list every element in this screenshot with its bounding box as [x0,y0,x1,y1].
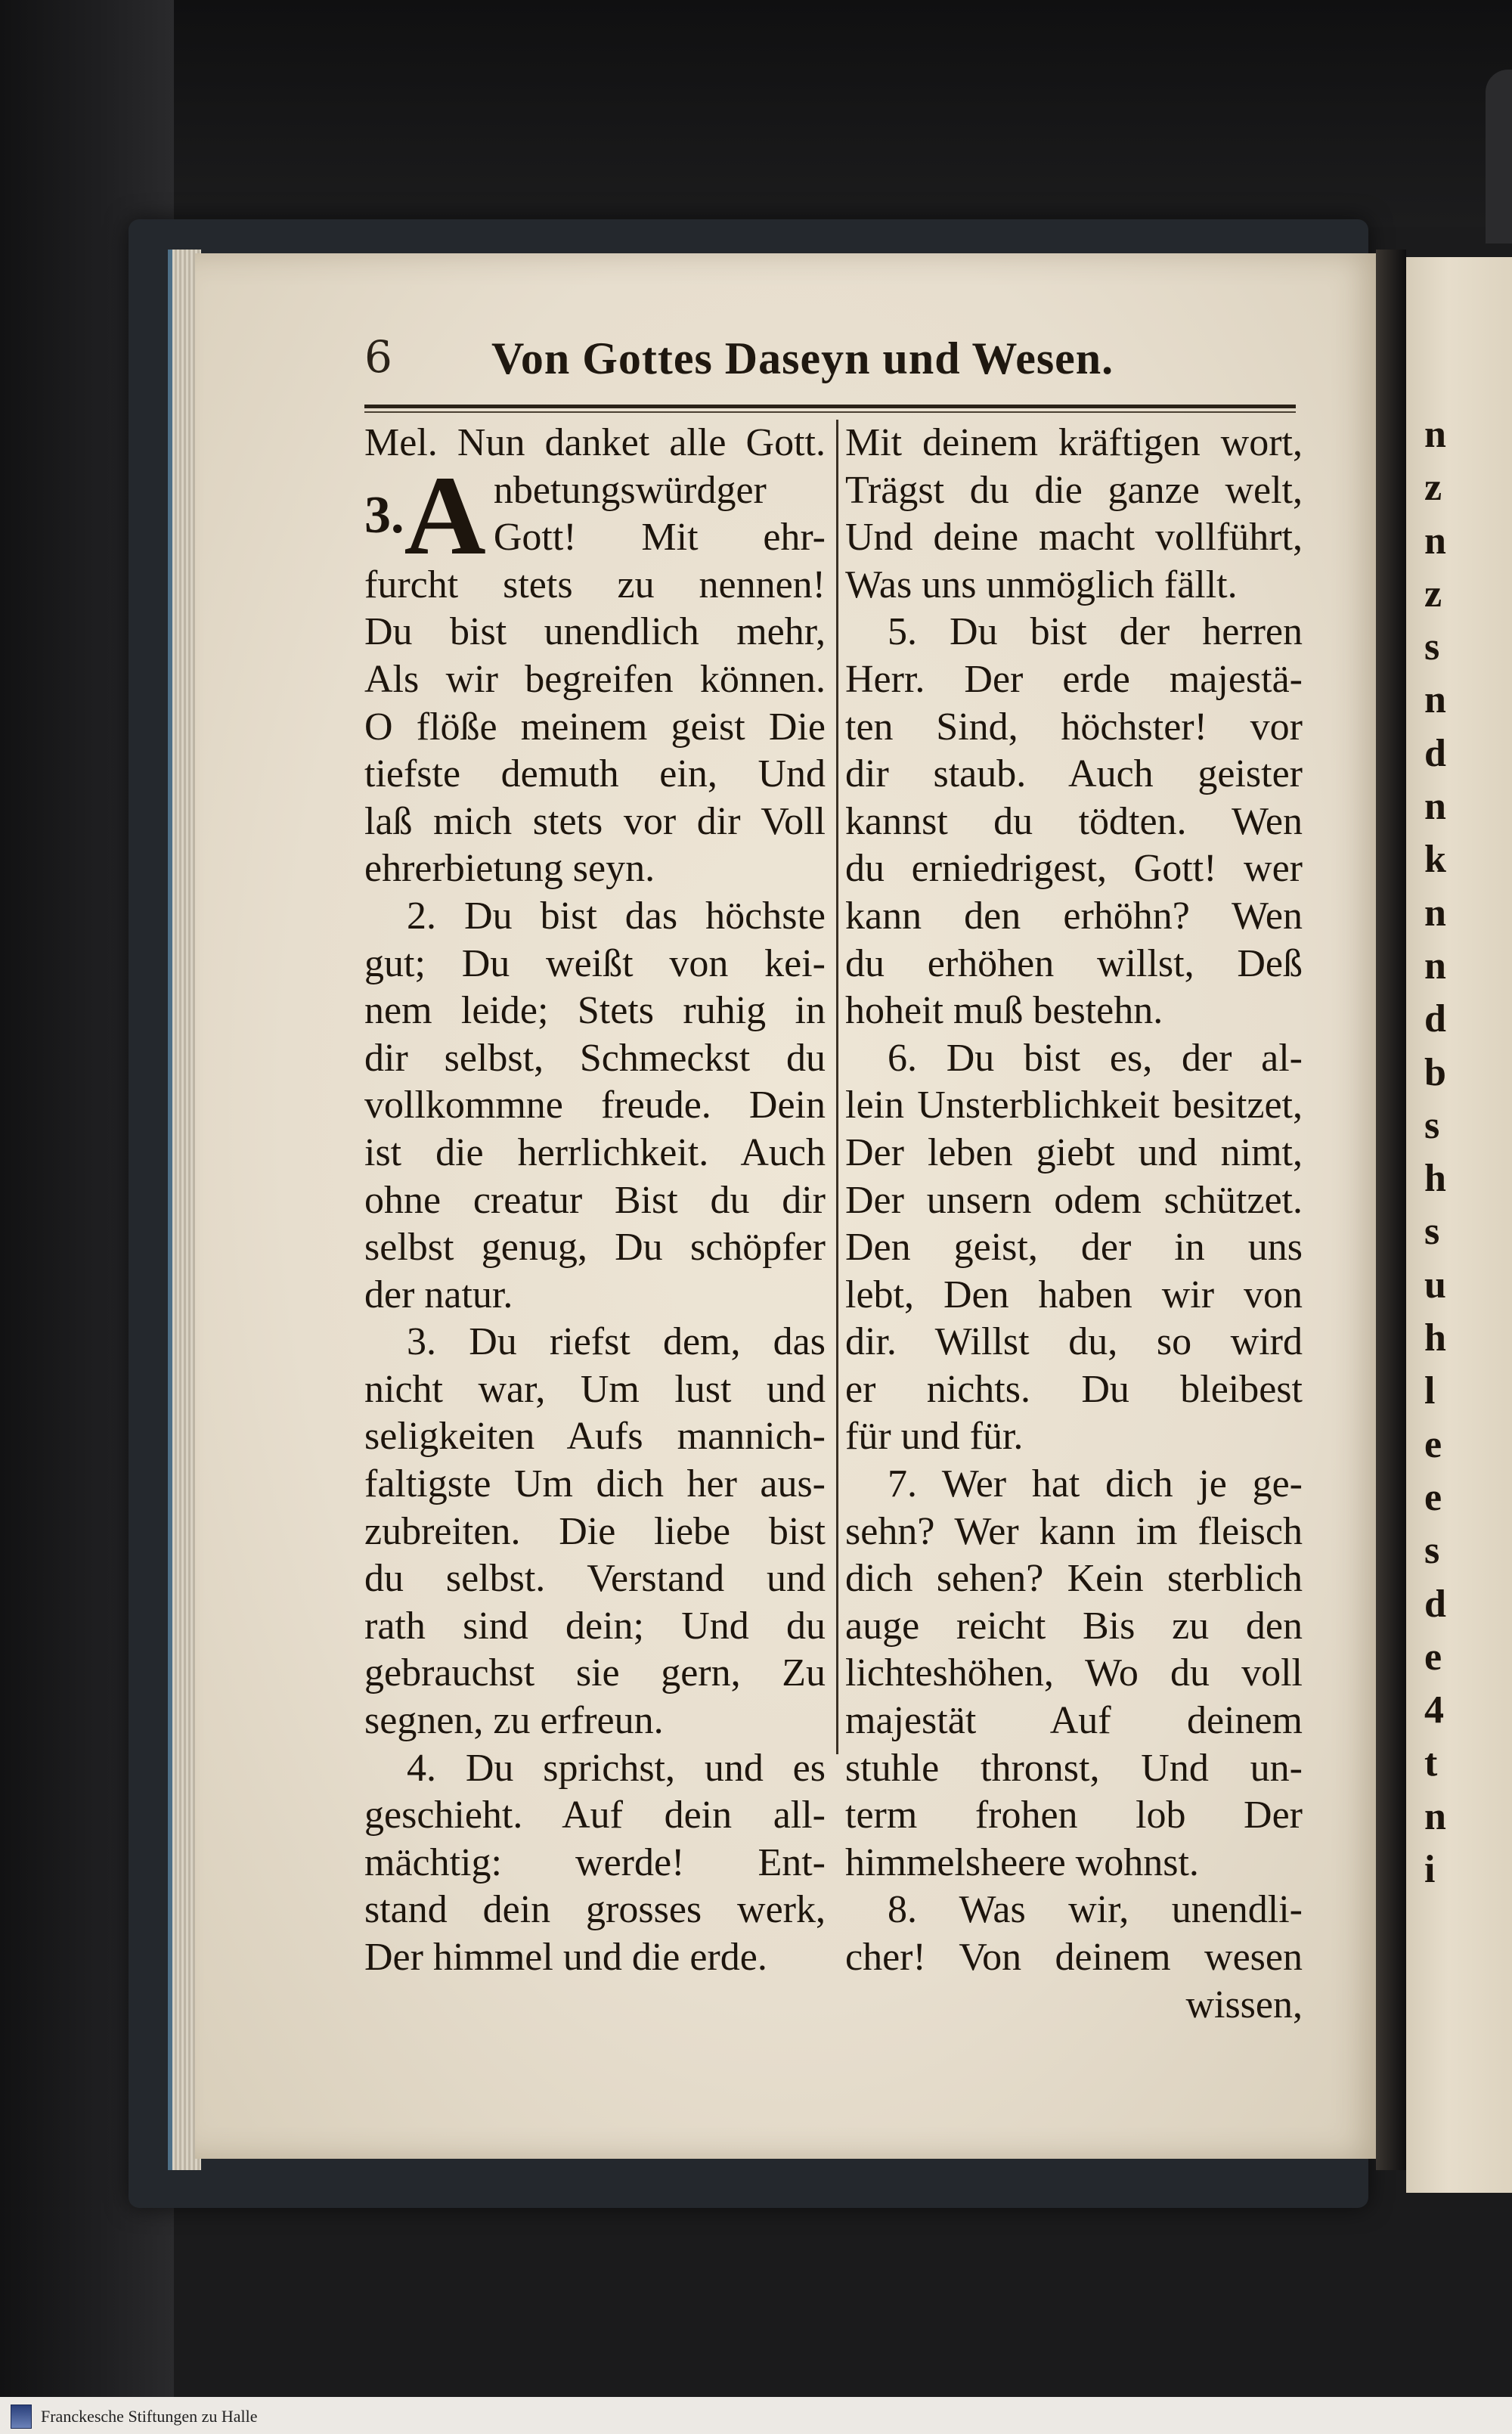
text-line: 7. Wer hat dich je ge- [888,1462,1303,1506]
text-line: Der himmel und die erde. [364,1936,767,1979]
facing-page-letter: s [1424,1210,1440,1254]
text-line: mächtig: werde! Ent- [364,1840,826,1884]
facing-page-letter: i [1424,1848,1436,1892]
text-line: faltigste Um dich her aus- [364,1462,826,1506]
text-line: gut; Du weißt von kei- [364,941,826,985]
text-line: laß mich stets vor dir Voll [364,799,826,843]
facing-page-letter: h [1424,1157,1446,1201]
text-line: Und deine macht vollführt, [845,516,1303,560]
text-line: selbst genug, Du schöpfer [364,1226,826,1270]
text-line: nem leide; Stets ruhig in [364,989,826,1033]
text-line: 2. Du bist das höchste [407,894,826,938]
verse-number: 3. [364,485,404,544]
text-line: rath sind dein; Und du [364,1604,826,1648]
text-line: cher! Von deinem wesen [845,1936,1303,1979]
text-line: himmelsheere wohnst. [845,1840,1199,1884]
text-line: 4. Du sprichst, und es [407,1746,826,1790]
facing-page-letter: e [1424,1635,1442,1679]
facing-page-letter: s [1424,1103,1440,1147]
text-line: auge reicht Bis zu den [845,1604,1303,1648]
text-line: 6. Du bist es, der al- [888,1036,1303,1080]
facing-page-letter: e [1424,1475,1442,1519]
header-rule [364,405,1296,408]
text-line: Was uns unmöglich fällt. [845,563,1238,606]
text-line: er nichts. Du bleibest [845,1367,1303,1411]
facing-page-letter: n [1424,1794,1446,1838]
facing-page-fragment [1406,257,1512,2193]
text-line: dich sehen? Kein sterblich [845,1557,1303,1601]
facing-page-letter: z [1424,572,1442,615]
facing-page-letter: k [1424,838,1446,882]
facing-page-letter: n [1424,413,1446,456]
facing-page-letter: l [1424,1369,1436,1413]
text-line: nicht war, Um lust und [364,1367,826,1411]
running-head: Von Gottes Daseyn und Wesen. [491,333,1114,383]
facing-page-letter: d [1424,731,1446,775]
text-line: du selbst. Verstand und [364,1557,826,1601]
institution-logo-icon [11,2405,32,2429]
facing-page-letter: s [1424,1529,1440,1573]
text-line: sehn? Wer kann im fleisch [845,1509,1303,1553]
text-line: majestät Auf deinem [845,1699,1303,1743]
facing-page-letter: d [1424,997,1446,1041]
facing-page-letter: n [1424,944,1446,988]
text-line: Mit deinem kräftigen wort, [845,421,1303,464]
text-line: Der leben giebt und nimt, [845,1130,1303,1174]
facing-page-letter: t [1424,1741,1438,1785]
melody-line: Mel. Nun danket alle Gott. [364,421,826,464]
text-line: Du bist unendlich mehr, [364,610,826,654]
text-line: Herr. Der erde majestä- [845,657,1303,701]
column-divider [836,420,838,1754]
text-line: ten Sind, höchster! vor [845,705,1303,749]
left-lines [364,562,826,1982]
header-rule-thin [364,411,1296,413]
text-line: ohne creatur Bist du dir [364,1178,826,1222]
right-column [845,420,1303,2029]
text-line: Gott! Mit ehr- [493,516,826,560]
text-line: term frohen lob Der [845,1794,1303,1837]
text-line: der natur. [364,1273,513,1316]
facing-page-letter: n [1424,891,1446,935]
page-number: 6 [364,331,392,383]
right-lines [845,420,1303,2029]
text-line: stand dein grosses werk, [364,1888,826,1932]
facing-page-letter: s [1424,625,1440,669]
text-line: Trägst du die ganze welt, [845,468,1303,512]
left-column [364,420,826,1982]
text-line: segnen, zu erfreun. [364,1699,664,1743]
book-gutter [1376,250,1406,2170]
text-line: ist die herrlichkeit. Auch [364,1130,826,1174]
text-line: kann den erhöhn? Wen [845,894,1303,938]
facing-page-letter: n [1424,519,1446,563]
text-line: nbetungswürdger [493,468,767,512]
facing-page-letter: z [1424,466,1442,510]
text-line: geschieht. Auf dein all- [364,1794,826,1837]
text-line: 3. Du riefst dem, das [407,1320,826,1364]
text-line: stuhle thronst, Und un- [845,1746,1303,1790]
facing-page-letter: n [1424,785,1446,829]
text-line: zubreiten. Die liebe bist [364,1509,826,1553]
text-line: ehrerbietung seyn. [364,847,655,891]
text-line: dir selbst, Schmeckst du [364,1036,826,1080]
text-line: 5. Du bist der herren [888,610,1303,654]
text-line: lebt, Den haben wir von [845,1273,1303,1316]
text-line: kannst du tödten. Wen [845,799,1303,843]
text-line: für und für. [845,1415,1024,1459]
footer-credit: Franckesche Stiftungen zu Halle [41,2407,258,2426]
text-line: furcht stets zu nennen! [364,563,826,606]
text-line: tiefste demuth ein, Und [364,752,826,796]
text-line: 8. Was wir, unendli- [888,1888,1303,1932]
text-line: seligkeiten Aufs mannich- [364,1415,826,1459]
text-line: du erhöhen willst, Deß [845,941,1303,985]
facing-page-letter: d [1424,1582,1446,1626]
backdrop [0,0,1512,227]
facing-page-letter: u [1424,1263,1446,1307]
text-line: Den geist, der in uns [845,1226,1303,1270]
text-line: du erniedrigest, Gott! wer [845,847,1303,891]
text-line: gebrauchst sie gern, Zu [364,1651,826,1695]
facing-page-letter: 4 [1424,1688,1444,1732]
facing-page-letter: n [1424,678,1446,722]
text-line: lein Unsterblichkeit besitzet, [845,1084,1303,1127]
text-line: hoheit muß bestehn. [845,989,1163,1033]
text-line: lichteshöhen, Wo du voll [845,1651,1303,1695]
text-line: wissen, [1185,1983,1303,2026]
page-clip [1486,70,1512,243]
initial-letter: A [404,452,486,578]
text-line: dir staub. Auch geister [845,752,1303,796]
verse-3-opening [364,452,826,578]
text-line: Als wir begreifen können. [364,657,826,701]
text-line: O flöße meinem geist Die [364,705,826,749]
text-line: Der unsern odem schützet. [845,1178,1303,1222]
facing-page-letter: e [1424,1422,1442,1466]
facing-page-letter: b [1424,1050,1446,1094]
text-line: dir. Willst du, so wird [845,1320,1303,1364]
facing-page-letter: h [1424,1316,1446,1360]
drop-cap [364,452,486,578]
text-line: vollkommne freude. Dein [364,1084,826,1127]
